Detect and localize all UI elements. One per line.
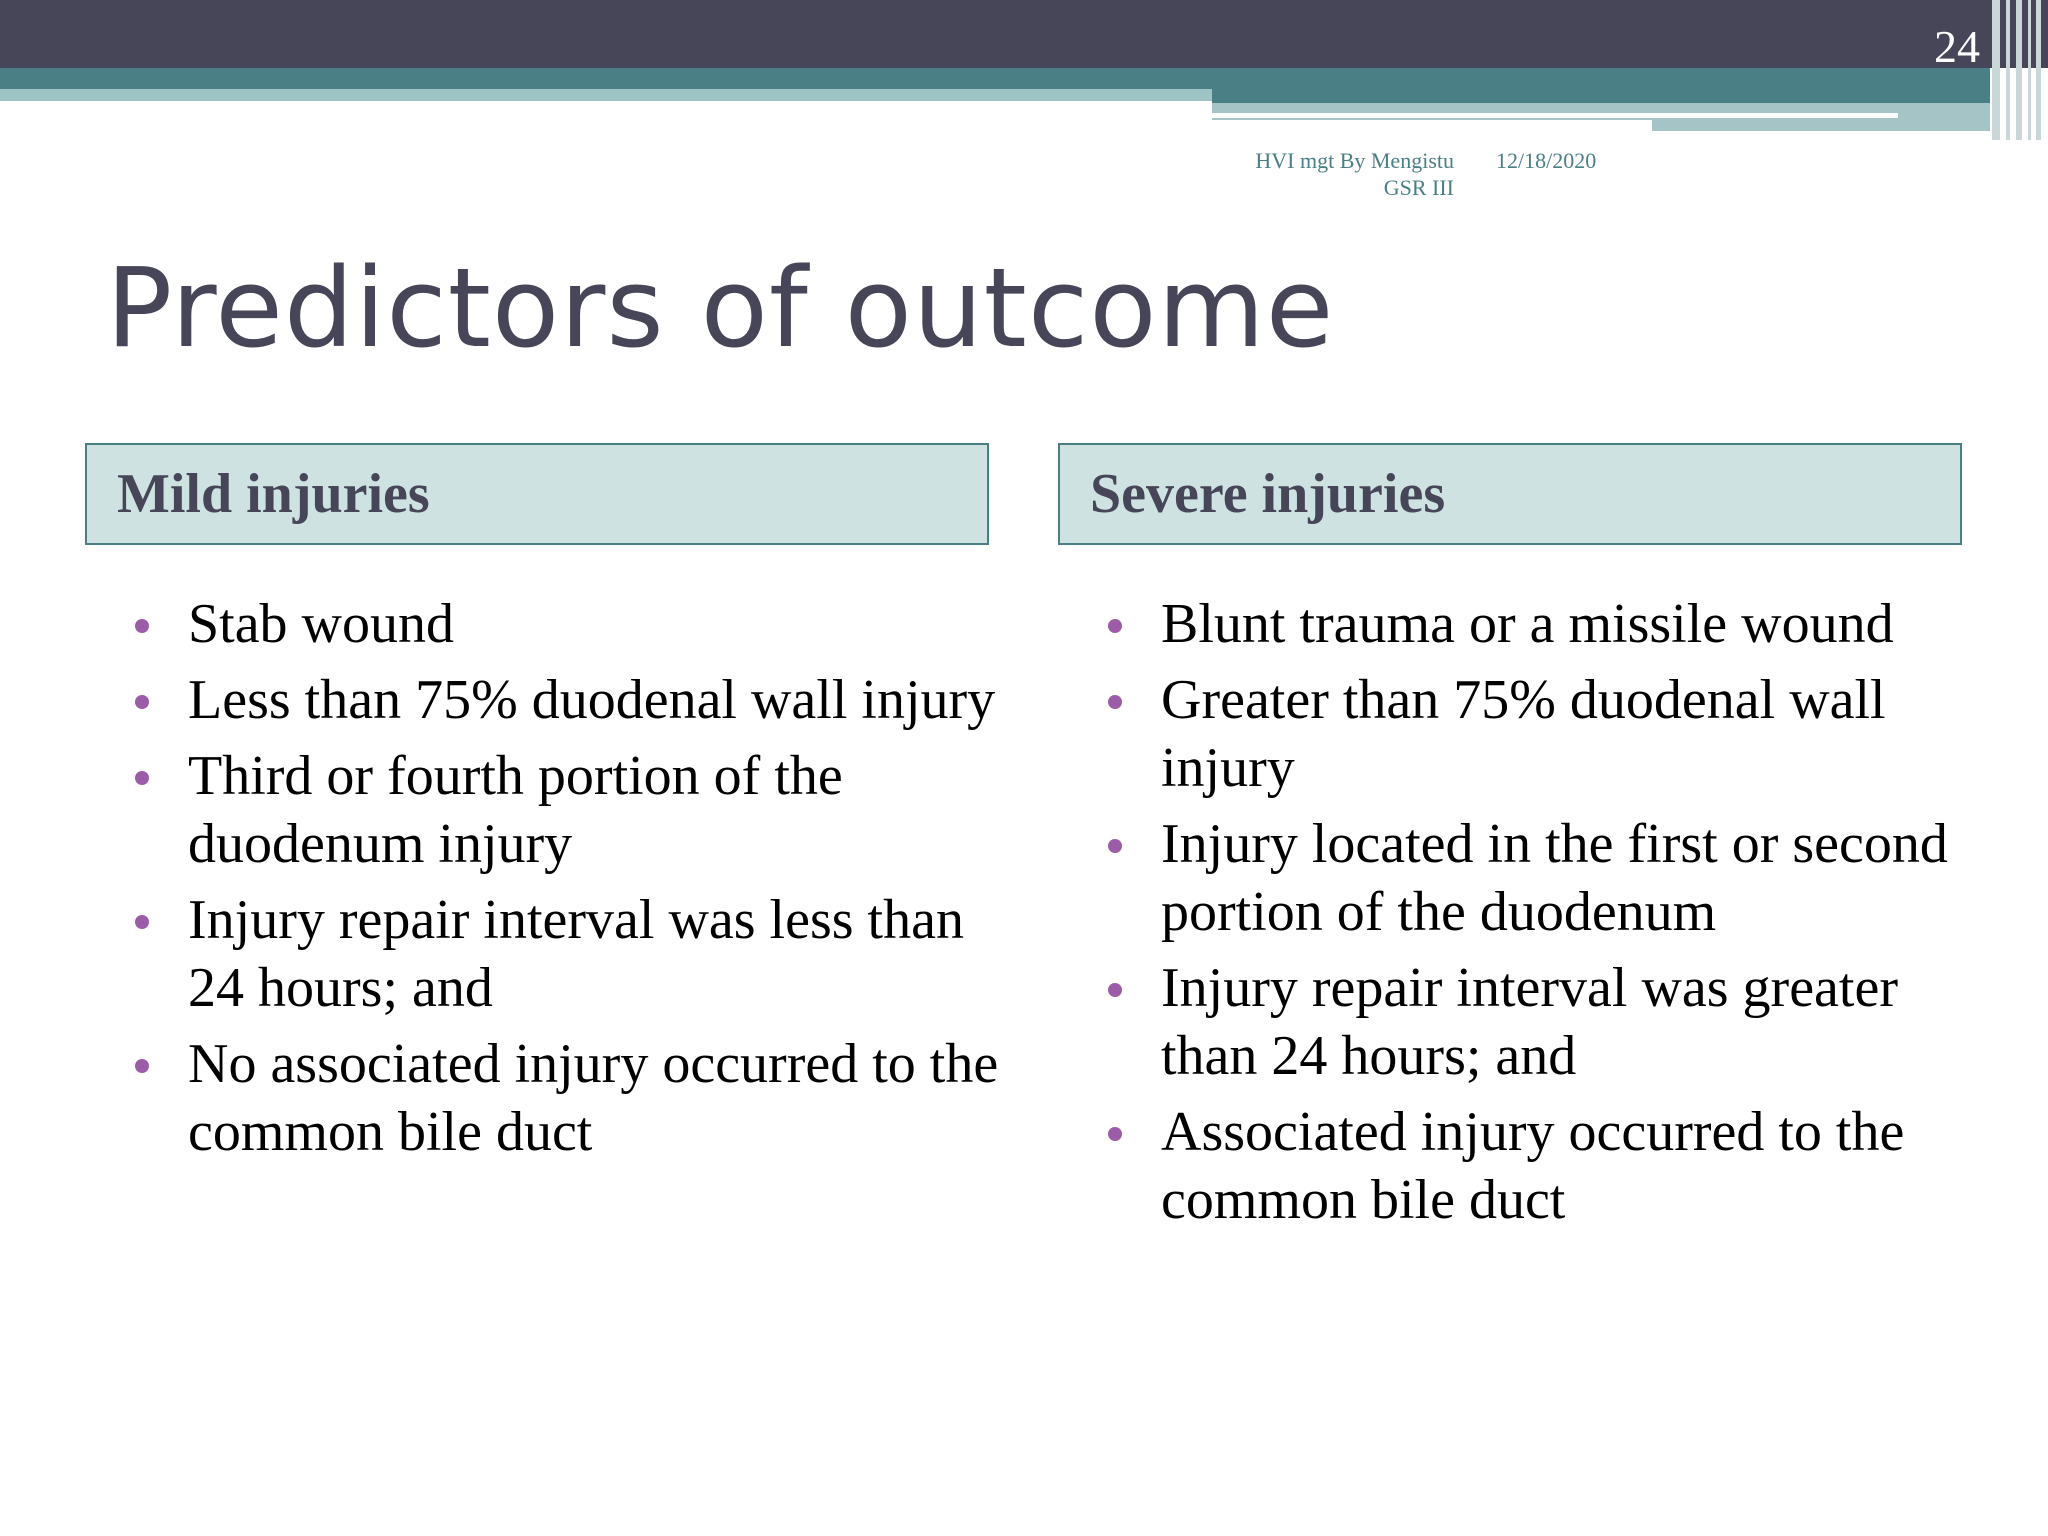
footer-date: 12/18/2020 (1496, 148, 1597, 173)
mild-injuries-header: Mild injuries (85, 443, 989, 545)
bullet-icon (1108, 983, 1122, 997)
slide-title: Predictors of outcome (106, 244, 1335, 372)
bullet-icon (135, 915, 149, 929)
bullet-icon (135, 619, 149, 633)
bullet-icon (1108, 839, 1122, 853)
top-band-light (0, 89, 1212, 101)
list-item: Injury repair interval was greater than 24 hours; and (1108, 954, 1988, 1090)
top-band-line (1212, 113, 1898, 118)
list-item: Associated injury occurred to the common bile duct (1108, 1098, 1988, 1234)
list-item: No associated injury occurred to the common bile duct (135, 1030, 1015, 1166)
decorative-stripes (1990, 0, 2048, 140)
severe-injuries-header: Severe injuries (1058, 443, 1962, 545)
footer-author: HVI mgt By Mengistu GSR III (1255, 148, 1454, 200)
list-item: Third or fourth portion of the duodenum injury (135, 742, 1015, 878)
bullet-icon (1108, 1127, 1122, 1141)
list-item: Less than 75% duodenal wall injury (135, 666, 1015, 734)
bullet-icon (135, 771, 149, 785)
list-item: Blunt trauma or a missile wound (1108, 590, 1988, 658)
top-band-teal-right (1212, 89, 1990, 103)
list-item: Injury located in the first or second portion of the duodenum (1108, 810, 1988, 946)
mild-injuries-list (135, 590, 1015, 1174)
list-item: Greater than 75% duodenal wall injury (1108, 666, 1988, 802)
severe-injuries-list (1108, 590, 1988, 1242)
slide-number: 24 (1934, 21, 1980, 72)
list-item: Injury repair interval was less than 24 hours; and (135, 886, 1015, 1022)
bullet-icon (1108, 695, 1122, 709)
list-item: Stab wound (135, 590, 1015, 658)
bullet-icon (135, 695, 149, 709)
top-bar (0, 0, 2048, 68)
top-band-gap (1212, 120, 1652, 140)
bullet-icon (1108, 619, 1122, 633)
bullet-icon (135, 1059, 149, 1073)
top-band-teal (0, 68, 1990, 89)
top-band-gap-right (1652, 131, 1990, 137)
